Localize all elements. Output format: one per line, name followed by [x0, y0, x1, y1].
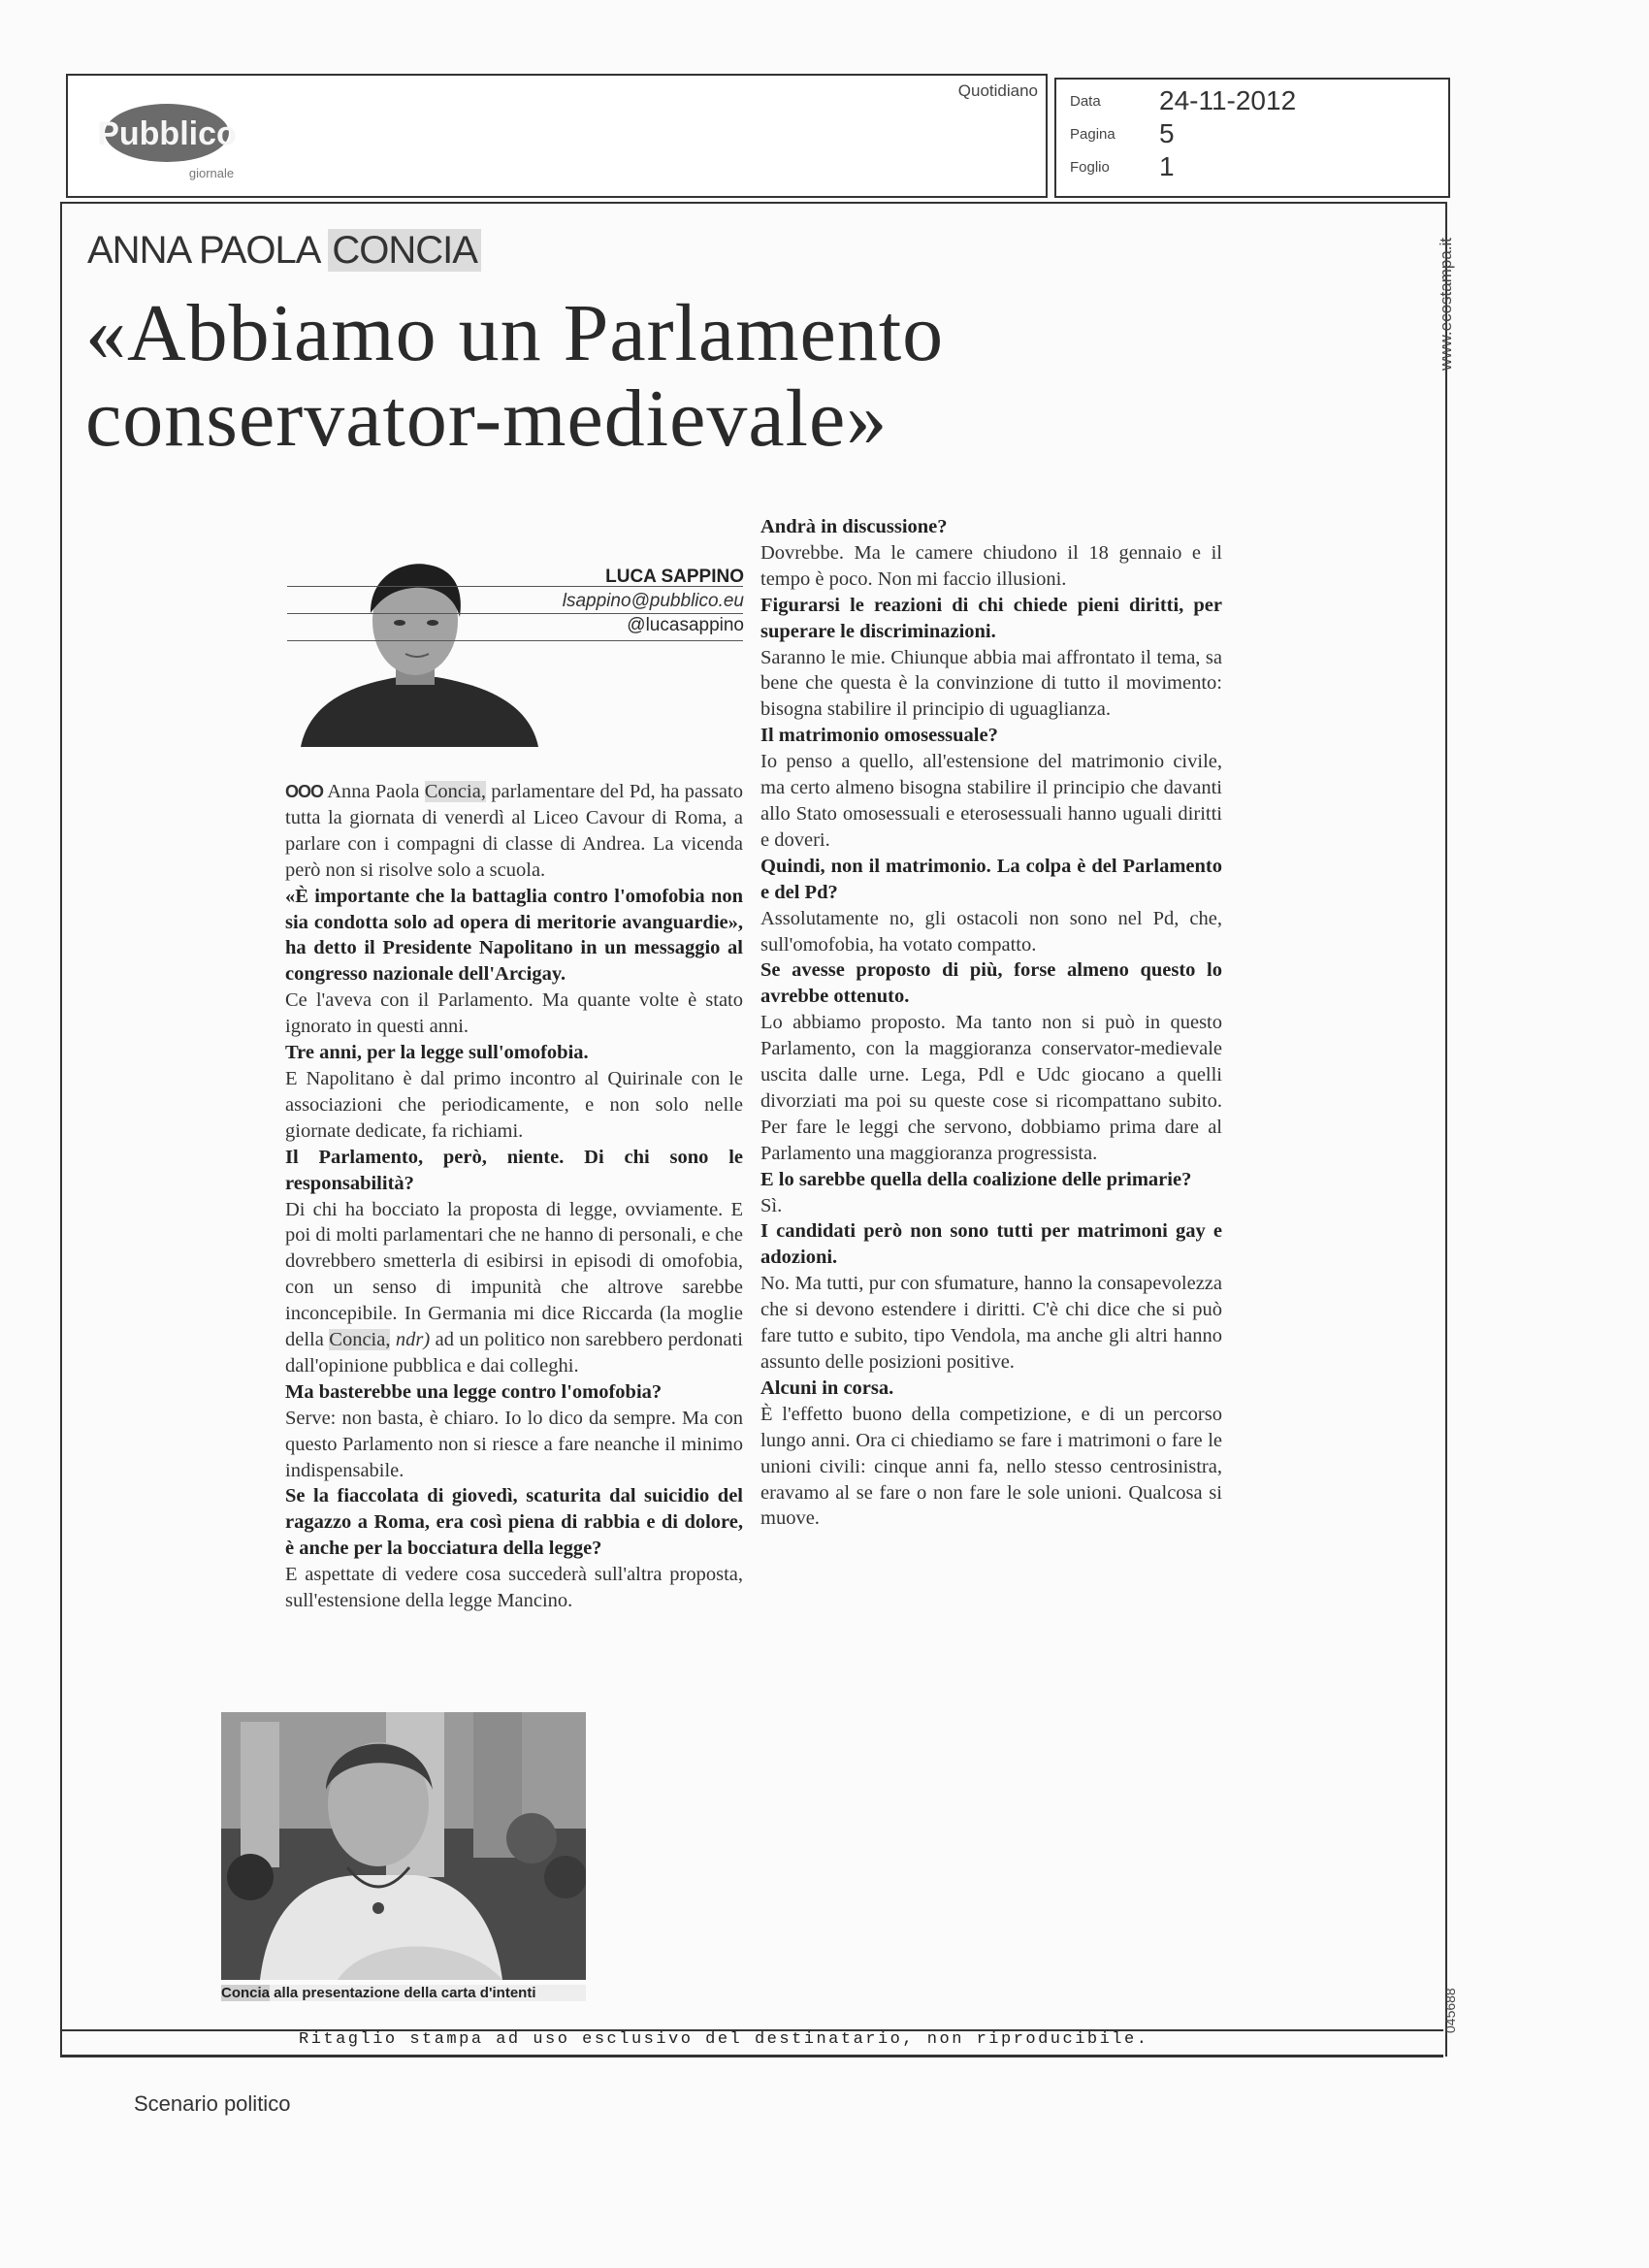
meta-pagina-row — [1070, 118, 1175, 149]
byline-rule-3 — [287, 640, 743, 641]
headline-line-2: conservator-medievale» — [85, 373, 889, 464]
lead-mark: OOO — [285, 782, 324, 801]
pagina-label: Pagina — [1070, 125, 1116, 143]
meta-foglio-row — [1070, 151, 1175, 182]
question-4: Ma basterebbe una legge contro l'omofobia? — [285, 1380, 663, 1403]
question-9: Quindi, non il matrimonio. La colpa è del Parlamento e del Pd? — [760, 855, 1222, 903]
question-12: I candidati però non sono tutti per matrimoni gay e adozioni. — [760, 1220, 1222, 1269]
svg-text:www.ecostampa.it: www.ecostampa.it — [1437, 238, 1455, 371]
name-highlight: Concia, — [424, 781, 486, 802]
question-11: E lo sarebbe quella della coalizione delle primarie? — [760, 1168, 1192, 1190]
side-code — [1434, 1969, 1463, 2037]
foglio-label: Foglio — [1070, 158, 1110, 176]
caption-highlight: Concia — [221, 1985, 271, 2001]
side-url — [1426, 204, 1465, 378]
answer-6: Dovrebbe. Ma le camere chiudono il 18 gennaio e il tempo è poco. Non mi faccio illusioni. — [760, 541, 1222, 590]
foglio-value: 1 — [1159, 151, 1175, 181]
article-column-left — [285, 779, 743, 1614]
meta-data-row — [1070, 85, 1296, 116]
data-value: 24-11-2012 — [1159, 85, 1297, 115]
author-name: LUCA SAPPINO — [605, 567, 744, 587]
logo-sub: giornale — [188, 166, 235, 180]
question-10: Se avesse proposto di più, forse almeno questo lo avrebbe ottenuto. — [760, 959, 1222, 1008]
question-3: Il Parlamento, però, niente. Di chi sono le responsabilità? — [285, 1146, 743, 1194]
article-byline — [563, 565, 744, 637]
answer-3: Di chi ha bocciato la proposta di legge, ovviamente. E poi di molti parlamentari che ne hanno di personali, e che dovrebbero smetterla di esibirsi in episodi di omofobia, con un senso di impunità che altrove sarebbe inconcepibile. In Germania mi dice Riccarda (la moglie della Concia, ndr) ad un politico non sarebbero perdonati dall'opinione pubblica e dai colleghi. — [285, 1198, 743, 1377]
logo-text: Pubblico — [97, 115, 237, 152]
question-5: Se la fiaccolata di giovedì, scaturita dal suicidio del ragazzo a Roma, era così piena di rabbia e di dolore, è anche per la bocciatura della legge? — [285, 1485, 743, 1560]
svg-text:045688: 045688 — [1442, 1988, 1458, 2033]
data-label: Data — [1070, 92, 1101, 110]
article-photo — [221, 1712, 586, 1980]
answer-4: Serve: non basta, è chiaro. Io lo dico da sempre. Ma con questo Parlamento non si riesce a fare neanche il minimo indispensabile. — [285, 1407, 743, 1481]
answer-2: E Napolitano è dal primo incontro al Quirinale con le associazioni che periodicamente, e non solo nelle giornate dedicate, fa richiami. — [285, 1067, 743, 1142]
section-label: Scenario politico — [134, 2091, 291, 2116]
article-headline — [85, 288, 1249, 464]
answer-11: Sì. — [760, 1194, 783, 1216]
answer-7: Saranno le mie. Chiunque abbia mai affrontato il tema, sa bene che questa è la convinzione di tutto il movimento: bisogna stabilire il principio di uguaglianza. — [760, 646, 1222, 721]
lead-paragraph: OOO Anna Paola Concia, parlamentare del Pd, ha passato tutta la giornata di venerdì al Liceo Cavour di Roma, a parlare con i compagni di classe di Andrea. La vicenda però non si risolve solo a scuola. — [285, 781, 743, 881]
answer-12: No. Ma tutti, pur con sfumature, hanno la consapevolezza che si devono estendere i diritti. C'è chi dice che si può fare tutto e subito, tipo Vendola, ma anche gli altri hanno assunto delle posizioni positive. — [760, 1273, 1222, 1373]
author-portrait — [291, 553, 543, 749]
answer-5: E aspettate di vedere cosa succederà sull'altra proposta, sull'estensione della legge Mancino. — [285, 1564, 743, 1612]
headline-line-1: «Abbiamo un Parlamento — [85, 288, 945, 378]
reproduction-notice: Ritaglio stampa ad uso esclusivo del destinatario, non riproducibile. — [299, 2030, 1149, 2049]
question-7: Figurarsi le reazioni di chi chiede pieni diritti, per superare le discriminazioni. — [760, 594, 1222, 642]
kicker-name: ANNA PAOLA — [87, 229, 329, 272]
question-6: Andrà in discussione? — [760, 516, 948, 537]
question-2: Tre anni, per la legge sull'omofobia. — [285, 1042, 589, 1064]
question-8: Il matrimonio omosessuale? — [760, 725, 998, 747]
article-column-right — [760, 514, 1222, 1532]
answer-10: Lo abbiamo proposto. Ma tanto non si può in questo Parlamento, con la maggioranza conservator-medievale uscita dalle urne. Lega, Pdl e Udc giocano a quelli divorziati ma poi su queste cose si ricompattano subito. Per fare le leggi che servono, dobbiamo prima dare al Parlamento una maggioranza progressista. — [760, 1012, 1222, 1164]
article-kicker — [87, 229, 481, 273]
answer-9: Assolutamente no, gli ostacoli non sono nel Pd, che, sull'omofobia, ha votato compatto. — [760, 907, 1222, 956]
answer-13: È l'effetto buono della competizione, e di un percorso lungo anni. Ora ci chiediamo se fare i matrimoni o fare le unioni civili: cinque anni fa, nello stesso centrosinistra, eravamo al se fare o non fare le sole unioni. Qualcosa si muove. — [760, 1403, 1222, 1530]
question-13: Alcuni in corsa. — [760, 1377, 894, 1399]
answer-8: Io penso a quello, all'estensione del matrimonio civile, ma certo almeno bisogna stabilire il principio che davanti allo Stato omosessuali e eterosessuali hanno uguali diritti e doveri. — [760, 751, 1222, 851]
header-meta-box — [1054, 78, 1450, 198]
author-handle: @lucasappino — [627, 615, 744, 635]
publication-type: Quotidiano — [957, 81, 1038, 100]
photo-caption: Concia alla presentazione della carta d'intenti — [221, 1985, 586, 2001]
kicker-highlight: CONCIA — [328, 229, 481, 272]
question-1: «È importante che la battaglia contro l'omofobia non sia condotta solo ad opera di meritorie avanguardie», ha detto il Presidente Napolitano in un messaggio al congresso nazionale dell'Arcigay. — [285, 885, 743, 986]
pagina-value: 5 — [1159, 118, 1175, 148]
answer-1: Ce l'aveva con il Parlamento. Ma quante volte è stato ignorato in questi anni. — [285, 989, 743, 1038]
pubblico-logo — [97, 92, 242, 181]
author-email: lsappino@pubblico.eu — [562, 591, 744, 611]
